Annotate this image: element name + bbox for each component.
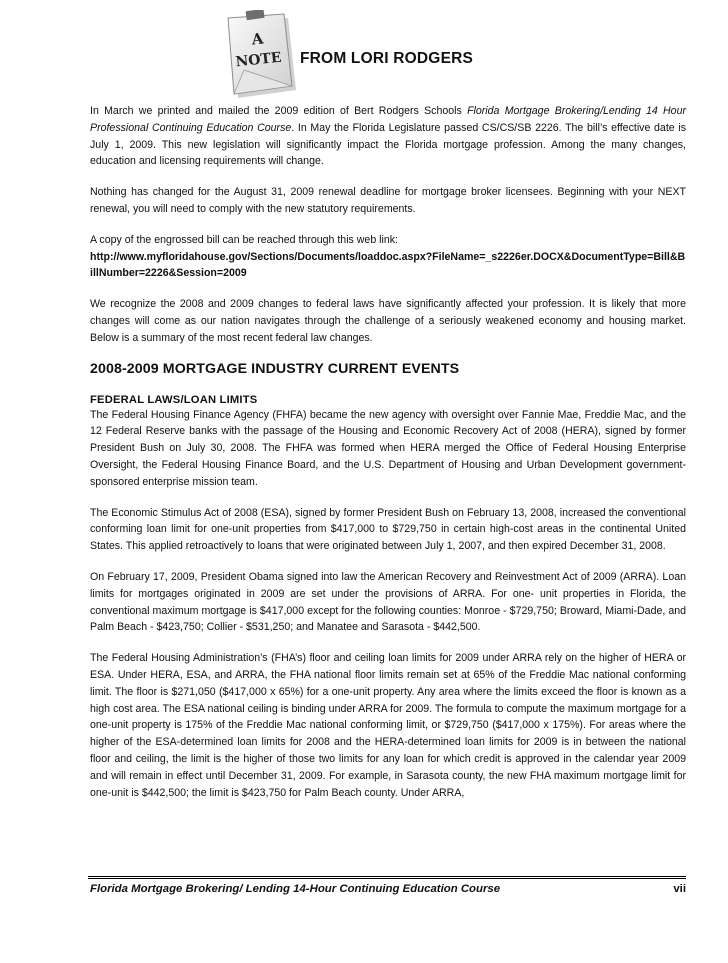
footer-course-title: Florida Mortgage Brokering/ Lending 14-Hour Continuing Education Course bbox=[90, 883, 501, 895]
note-graphic bbox=[214, 10, 298, 102]
document-body bbox=[90, 103, 686, 815]
svg-text:A: A bbox=[250, 29, 265, 49]
intro-paragraph-3: A copy of the engrossed bill can be reached through this web link: http://www.myfloridahouse.gov/Sections/Documents/loaddoc.aspx?FileName=_s2226er.DOCX&DocumentType=Bill&BillNumber=2226&Session=2009 bbox=[90, 232, 686, 282]
page-footer bbox=[90, 883, 686, 895]
section-heading: 2008-2009 MORTGAGE INDUSTRY CURRENT EVENTS bbox=[90, 360, 460, 377]
section-paragraph-1: The Federal Housing Finance Agency (FHFA) became the new agency with oversight over Fannie Mae, Freddie Mac, and the 12 Federal Reserve banks with the passage of the Housing and Economic Recovery Act of 2008 (HERA), signed by former President Bush on July 30, 2008. The FHFA was formed when HERA merged the Office of Federal Housing Enterprise Oversight, the Federal Housing Finance Board, and the U.S. Department of Housing and Urban Development government-sponsored enterprise mission team. bbox=[90, 408, 686, 488]
svg-text:NOTE: NOTE bbox=[234, 49, 283, 71]
footer-divider bbox=[88, 876, 686, 879]
subsection-heading: FEDERAL LAWS/LOAN LIMITS bbox=[90, 393, 258, 406]
bill-web-link[interactable]: http://www.myfloridahouse.gov/Sections/Documents/loaddoc.aspx?FileName=_s2226er.DOCX&DocumentType=Bill&BillNumber=2226&Session=2009 bbox=[90, 250, 686, 280]
course-title-italic: Florida Mortgage Brokering/Lending 14 Hour Professional Continuing Education Course bbox=[90, 105, 686, 134]
page-number: vii bbox=[673, 883, 686, 895]
section-paragraph-4: The Federal Housing Administration’s (FHA’s) floor and ceiling loan limits for 2009 under ARRA rely on the higher of HERA or ESA. Under HERA, ESA, and ARRA, the FHA national floor limits remain set at 65% of the Freddie Mac national conforming limit. The floor is $271,050 ($417,000 x 65%) for a one-unit property. Any area where the limits exceed the floor is known as a high cost area. The ESA national ceiling is binding under ARRA for 2009. The formula to compute the maximum mortgage for a one-unit property is 175% of the Freddie Mac national conforming limit, or $729,750 ($417,000 x 175%). For areas where the higher of the ESA-determined loan limits for 2008 and the HERA-determined loan limits for 2009 is in between the national floor and ceiling, the limit is the higher of those two limits for any loan for which credit is approved in the calendar year 2009 and will remain in effect until December 31, 2009. For example, in Sarasota county, the new FHA maximum mortgage limit for one-unit is $442,500; the limit is $423,750 for Palm Beach county. Under ARRA, bbox=[90, 652, 686, 799]
intro-paragraph-4: We recognize the 2008 and 2009 changes to federal laws have significantly affected your profession. It is likely that more changes will come as our nation navigates through the challenge of a seriously weakened economy and housing market. Below is a summary of the most recent federal law changes. bbox=[90, 298, 686, 344]
section-paragraph-3: On February 17, 2009, President Obama signed into law the American Recovery and Reinvestment Act of 2009 (ARRA). Loan limits for mortgages originated in 2009 are set under the provisions of ARRA. For one- unit properties in Florida, the conventional maximum mortgage is $417,000 except for the following counties: Monroe - $729,750; Broward, Miami-Dade, and Palm Beach - $423,750; Collier - $531,250; and Manatee and Sarasota - $442,500. bbox=[90, 570, 686, 634]
page-title: FROM LORI RODGERS bbox=[300, 50, 474, 67]
section-paragraph-2: The Economic Stimulus Act of 2008 (ESA), signed by former President Bush on February 13, 2008, increased the conventional conforming loan limit for one-unit properties from $417,000 to $729,750 in certain high-cost areas in the continental United States. This applied retroactively to loans that were originated between July 1, 2007, and then expired December 31, 2008. bbox=[90, 506, 686, 553]
intro-paragraph-2: Nothing has changed for the August 31, 2009 renewal deadline for mortgage broker licensees. Beginning with your NEXT renewal, you will need to comply with the new statutory requirements. bbox=[90, 186, 686, 215]
pinned-note-icon bbox=[214, 10, 298, 102]
intro-paragraph-1: In March we printed and mailed the 2009 edition of Bert Rodgers Schools Florida Mortgage Brokering/Lending 14 Hour Professional Continuing Education Course. In May the Florida Legislature passed CS/CS/SB 2226. The bill’s effective date is July 1, 2009. This new legislation will significantly impact the Florida mortgage profession. Among the many changes, education and licensing requirements will change. bbox=[90, 105, 686, 168]
